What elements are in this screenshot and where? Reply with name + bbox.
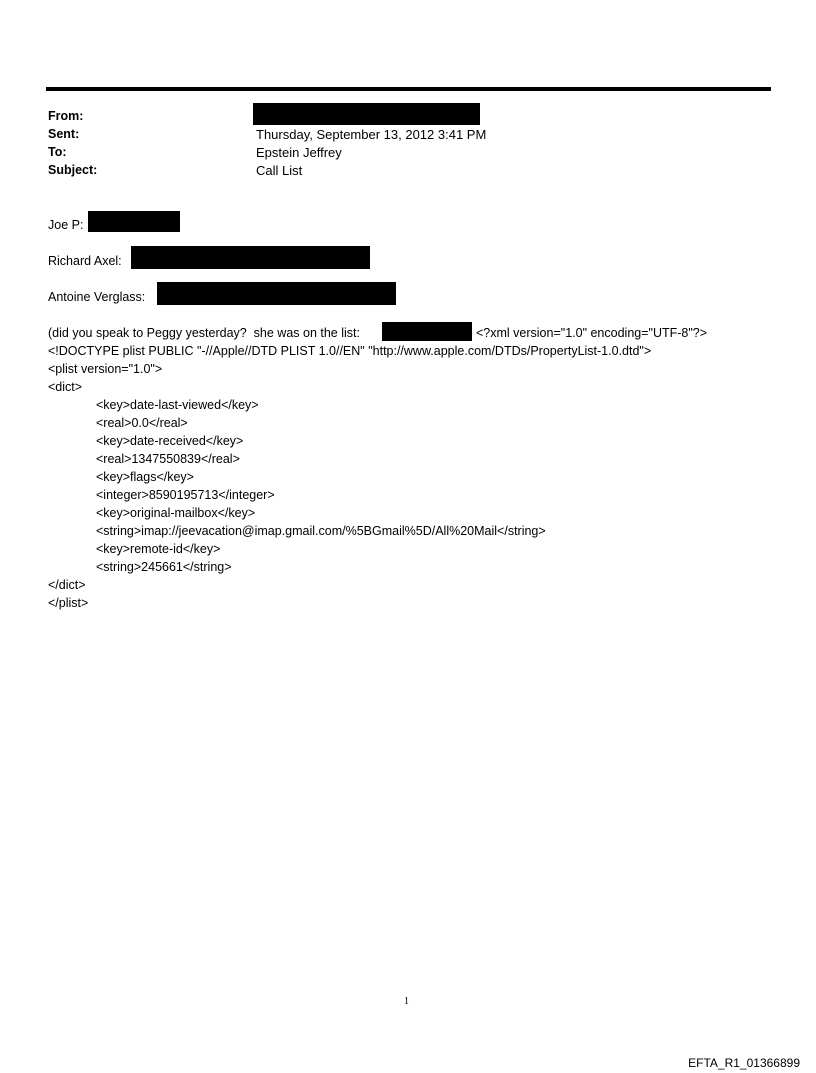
contact-richard-redaction xyxy=(131,246,370,269)
contact-antoine-label: Antoine Verglass: xyxy=(48,290,146,304)
from-redaction xyxy=(253,103,480,125)
code-line: <integer>8590195713</integer> xyxy=(96,488,275,502)
sent-value: Thursday, September 13, 2012 3:41 PM xyxy=(256,127,487,142)
contact-joe-label: Joe P: xyxy=(48,218,84,232)
subject-value: Call List xyxy=(256,163,303,178)
contact-antoine-redaction xyxy=(157,282,396,305)
page-number: 1 xyxy=(404,996,409,1007)
code-line: <key>original-mailbox</key> xyxy=(96,506,256,520)
code-line: <plist version="1.0"> xyxy=(48,362,163,376)
code-line: </plist> xyxy=(48,596,89,610)
code-line: </dict> xyxy=(48,578,86,592)
code-line: <string>imap://jeevacation@imap.gmail.com/%5BGmail%5D/All%20Mail</string> xyxy=(96,524,546,538)
xml-declaration: <?xml version="1.0" encoding="UTF-8"?> xyxy=(476,326,708,340)
bates-number: EFTA_R1_01366899 xyxy=(688,1056,800,1070)
code-line: <string>245661</string> xyxy=(96,560,232,574)
to-value: Epstein Jeffrey xyxy=(256,145,342,160)
header-rule xyxy=(46,87,771,91)
from-label: From: xyxy=(48,109,84,123)
code-line: <dict> xyxy=(48,380,83,394)
code-line: <real>1347550839</real> xyxy=(96,452,240,466)
to-label: To: xyxy=(48,145,67,159)
code-line: <key>remote-id</key> xyxy=(96,542,221,556)
question-text: (did you speak to Peggy yesterday? she was on the list: xyxy=(48,326,360,340)
subject-label: Subject: xyxy=(48,163,98,177)
code-line: <key>flags</key> xyxy=(96,470,194,484)
code-line: <real>0.0</real> xyxy=(96,416,188,430)
contact-joe-redaction xyxy=(88,211,180,232)
code-line: <!DOCTYPE plist PUBLIC "-//Apple//DTD PLIST 1.0//EN" "http://www.apple.com/DTDs/PropertyList-1.0.dtd"> xyxy=(48,344,652,358)
contact-richard-label: Richard Axel: xyxy=(48,254,122,268)
question-redaction xyxy=(382,322,472,341)
sent-label: Sent: xyxy=(48,127,80,141)
code-line: <key>date-last-viewed</key> xyxy=(96,398,259,412)
code-line: <key>date-received</key> xyxy=(96,434,244,448)
